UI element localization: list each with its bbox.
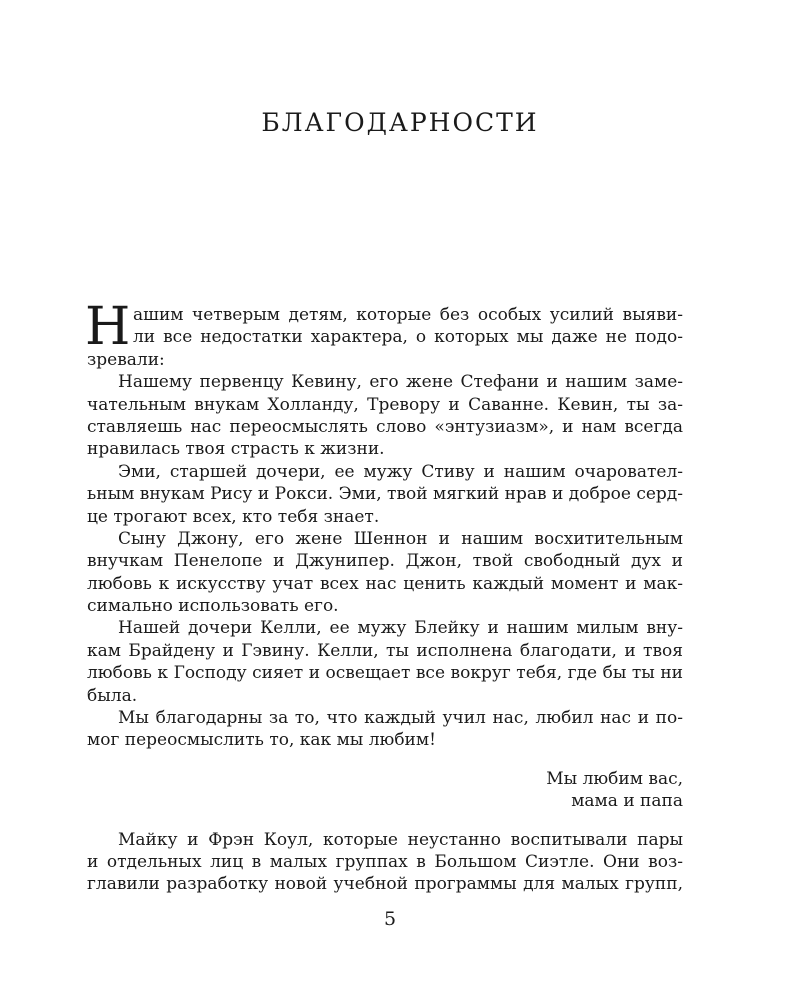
text-line: нравилась твоя страсть к жизни. <box>87 439 385 460</box>
text-line: ьным внукам Рису и Рокси. Эми, твой мягкий нрав и доброе серд- <box>87 484 683 505</box>
text-line: внучкам Пенелопе и Джунипер. Джон, твой свободный дух и <box>87 551 683 572</box>
body-text <box>85 297 683 896</box>
text-line: любовь к Господу сияет и освещает все вокруг тебя, где бы ты ни <box>87 663 683 684</box>
text-line: Н ашим четверым детям, которые без особых усилий выяви- <box>85 297 683 357</box>
text-line: была. <box>87 685 138 706</box>
text-line: Нашей дочери Келли, ее мужу Блейку и нашим милым вну- <box>118 618 683 639</box>
text-line: Эми, старшей дочери, ее мужу Стиву и нашим очаровател- <box>118 461 683 482</box>
text-line: мог переосмыслить то, как мы любим! <box>87 730 436 751</box>
drop-cap: Н <box>85 297 131 357</box>
text-line: главили разработку новой учебной программы для малых групп, <box>87 874 683 895</box>
text-line: Майку и Фрэн Коул, которые неустанно воспитывали пары <box>118 829 683 850</box>
text-line: ли все недостатки характера, о которых мы даже не подо- <box>133 327 683 348</box>
text-line: зревали: <box>87 349 165 370</box>
signature-line: Мы любим вас, <box>546 768 683 789</box>
text-line: симально использовать его. <box>87 596 339 617</box>
text-line: Мы благодарны за то, что каждый учил нас, любил нас и по- <box>118 708 683 729</box>
text-line: и отдельных лиц в малых группах в Большом Сиэтле. Они воз- <box>87 851 683 872</box>
page-number: 5 <box>383 908 397 930</box>
text-line: Сыну Джону, его жене Шеннон и нашим восхитительным <box>118 528 683 549</box>
text-line: Нашему первенцу Кевину, его жене Стефани и нашим заме- <box>118 372 683 393</box>
text-line: ставляешь нас переосмыслять слово «энтузиазм», и нам всегда <box>87 416 683 437</box>
text-line: чательным внукам Холланду, Тревору и Саванне. Кевин, ты за- <box>87 394 683 415</box>
text-line: кам Брайдену и Гэвину. Келли, ты исполнена благодати, и твоя <box>87 640 683 661</box>
signature-line: мама и папа <box>571 791 683 812</box>
text-line: це трогают всех, кто тебя знает. <box>87 506 380 527</box>
text-line: любовь к искусству учат всех нас ценить каждый момент и мак- <box>87 573 683 594</box>
page-title: БЛАГОДАРНОСТИ <box>261 108 539 137</box>
